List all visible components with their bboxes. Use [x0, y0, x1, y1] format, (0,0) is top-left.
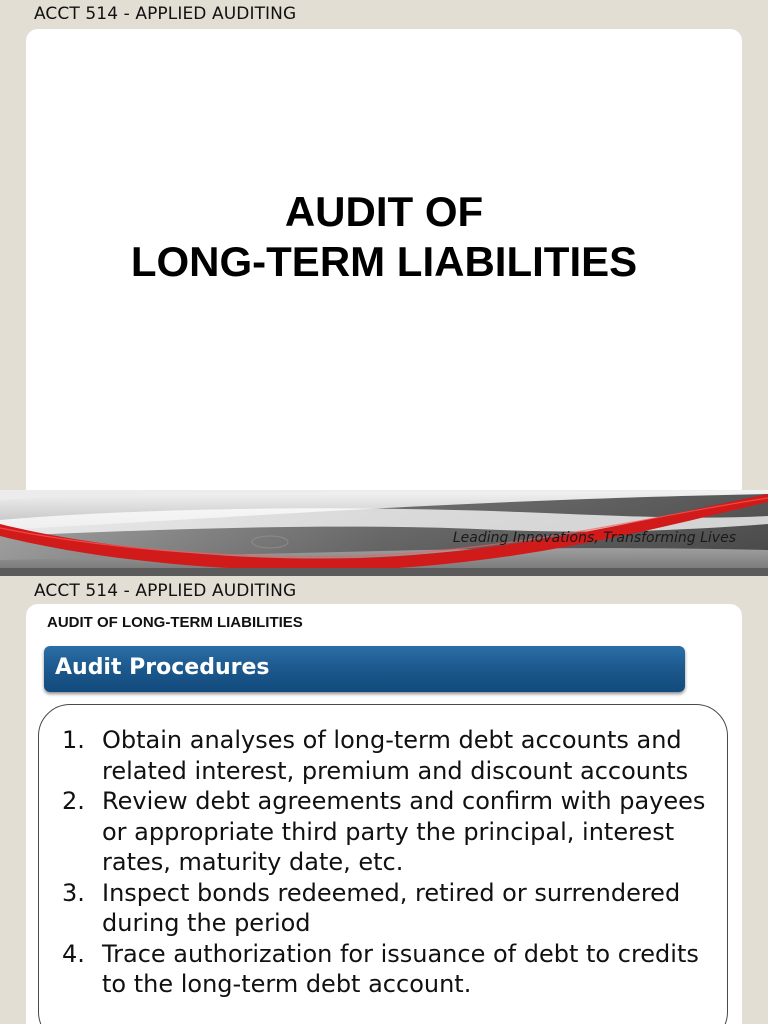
slide-panel	[26, 29, 742, 529]
list-item-number: 2.	[62, 787, 85, 815]
procedures-slide	[0, 576, 768, 1024]
title-line-2: LONG-TERM LIABILITIES	[130, 238, 638, 285]
list-item	[62, 939, 722, 1000]
list-item-text: Inspect bonds redeemed, retired or surrendered during the period	[102, 878, 681, 937]
list-item	[62, 878, 722, 939]
course-header: ACCT 514 - APPLIED AUDITING	[34, 4, 297, 24]
title-line-1: AUDIT OF	[284, 188, 484, 235]
list-item-text: Review debt agreements and confirm with payees or appropriate third party the principal, interest rates, maturity date, etc.	[102, 787, 706, 876]
course-header: ACCT 514 - APPLIED AUDITING	[34, 581, 297, 601]
procedures-heading: Audit Procedures	[55, 655, 270, 680]
list-item	[62, 725, 722, 786]
list-item-text: Obtain analyses of long-term debt accounts and related interest, premium and discount accounts	[102, 726, 689, 785]
procedures-heading-bar	[44, 646, 685, 692]
list-item	[62, 786, 722, 878]
section-title: AUDIT OF LONG-TERM LIABILITIES	[47, 614, 303, 631]
list-item-number: 1.	[62, 726, 85, 754]
list-item-number: 4.	[62, 939, 85, 968]
slide-title	[26, 187, 742, 287]
list-item-number: 3.	[62, 878, 85, 907]
list-item-text: Trace authorization for issuance of debt to credits to the long-term debt account.	[102, 939, 699, 998]
procedures-list	[62, 725, 722, 1000]
tagline: Leading Innovations, Transforming Lives	[452, 530, 736, 546]
